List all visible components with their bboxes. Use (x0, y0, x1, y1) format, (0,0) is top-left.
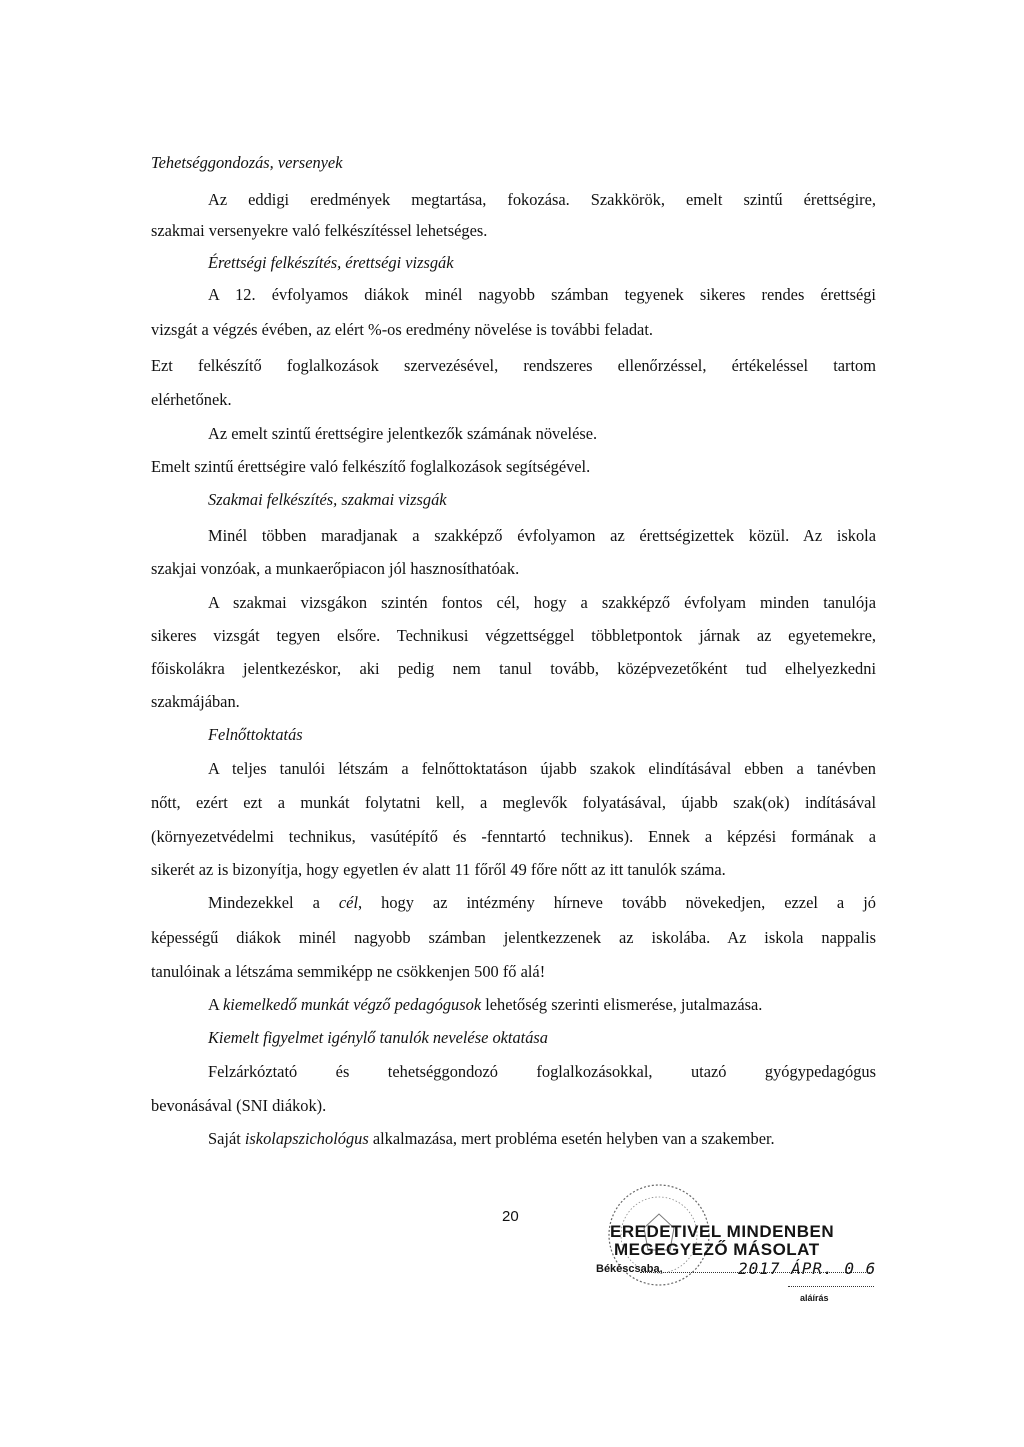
paragraph-line: A teljes tanulói létszám a felnőttoktatáson újabb szakok elindításával ebben a tanévben (208, 759, 876, 778)
heading-tehetseggondozas: Tehetséggondozás, versenyek (151, 153, 343, 172)
paragraph-line: főiskolákra jelentkezéskor, aki pedig nem tanul tovább, középvezetőként tud elhelyezkedni (151, 659, 876, 678)
page-number: 20 (502, 1208, 519, 1225)
paragraph-line: tanulóinak a létszáma semmiképp ne csökkenjen 500 fő alá! (151, 962, 546, 981)
paragraph-line: Minél többen maradjanak a szakképző évfolyamon az érettségizettek közül. Az iskola (208, 526, 876, 545)
paragraph-line: Felzárkóztató és tehetséggondozó foglalkozásokkal, utazó gyógypedagógus (208, 1062, 876, 1081)
heading-erettsegi: Érettségi felkészítés, érettségi vizsgák (208, 253, 454, 272)
heading-felnottoktatas: Felnőttoktatás (208, 725, 303, 744)
heading-szakmai: Szakmai felkészítés, szakmai vizsgák (208, 490, 447, 509)
signature-dotted-line (788, 1286, 874, 1287)
stamp-place: Békéscsaba, (596, 1263, 663, 1275)
paragraph-line: szakmájában. (151, 692, 240, 711)
paragraph-line: sikerét az is bizonyítja, hogy egyetlen év alatt 11 főről 49 főre nőtt az itt tanulók száma. (151, 860, 726, 879)
paragraph-line: A szakmai vizsgákon szintén fontos cél, hogy a szakképző évfolyam minden tanulója (208, 593, 876, 612)
paragraph-line: szakmai versenyekre való felkészítéssel lehetséges. (151, 221, 488, 240)
paragraph-line-iskolapszichologus: Saját iskolapszichológus alkalmazása, mert probléma esetén helyben van a szakember. (208, 1129, 775, 1148)
paragraph-line: vizsgát a végzés évében, az elért %-os eredmény növelése is további feladat. (151, 320, 653, 339)
paragraph-line: bevonásával (SNI diákok). (151, 1096, 327, 1115)
signature-label: aláírás (800, 1293, 829, 1303)
paragraph-line: képességű diákok minél nagyobb számban jelentkezzenek az iskolába. Az iskola nappalis (151, 928, 876, 947)
stamp-line-copy: MEGEGYEZŐ MÁSOLAT (614, 1240, 820, 1259)
paragraph-line: Emelt szintű érettségire való felkészítő foglalkozások segítségével. (151, 457, 591, 476)
certification-stamp (592, 1180, 882, 1320)
paragraph-line: sikeres vizsgát tegyen elsőre. Technikusi végzettséggel többletpontok járnak az egyetemekre, (151, 626, 876, 645)
paragraph-line: A 12. évfolyamos diákok minél nagyobb számban tegyenek sikeres rendes érettségi (208, 285, 876, 304)
paragraph-line: nőtt, ezért ezt a munkát folytatni kell, a meglevők folyatásával, újabb szak(ok) indításával (151, 793, 876, 812)
paragraph-line-kiemelkedo: A kiemelkedő munkát végző pedagógusok lehetőség szerinti elismerése, jutalmazása. (208, 995, 763, 1014)
paragraph-line: elérhetőnek. (151, 390, 232, 409)
heading-kiemelt-figyelmet: Kiemelt figyelmet igénylő tanulók nevelése oktatása (208, 1028, 548, 1047)
stamp-line-original: EREDETIVEL MINDENBEN (610, 1222, 835, 1241)
paragraph-line: Ezt felkészítő foglalkozások szervezésével, rendszeres ellenőrzéssel, értékeléssel tartom (151, 356, 876, 375)
stamp-date: 2017 ÁPR. 0 6 (738, 1259, 877, 1278)
paragraph-line-cel: Mindezekkel a cél, hogy az intézmény hírneve tovább növekedjen, ezzel a jó (208, 893, 876, 912)
paragraph-line: szakjai vonzóak, a munkaerőpiacon jól hasznosíthatóak. (151, 559, 520, 578)
paragraph-line: (környezetvédelmi technikus, vasútépítő és -fenntartó technikus). Ennek a képzési formának a (151, 827, 876, 846)
paragraph-line: Az emelt szintű érettségire jelentkezők számának növelése. (208, 424, 598, 443)
paragraph-line: Az eddigi eredmények megtartása, fokozása. Szakkörök, emelt szintű érettségire, (208, 190, 876, 209)
